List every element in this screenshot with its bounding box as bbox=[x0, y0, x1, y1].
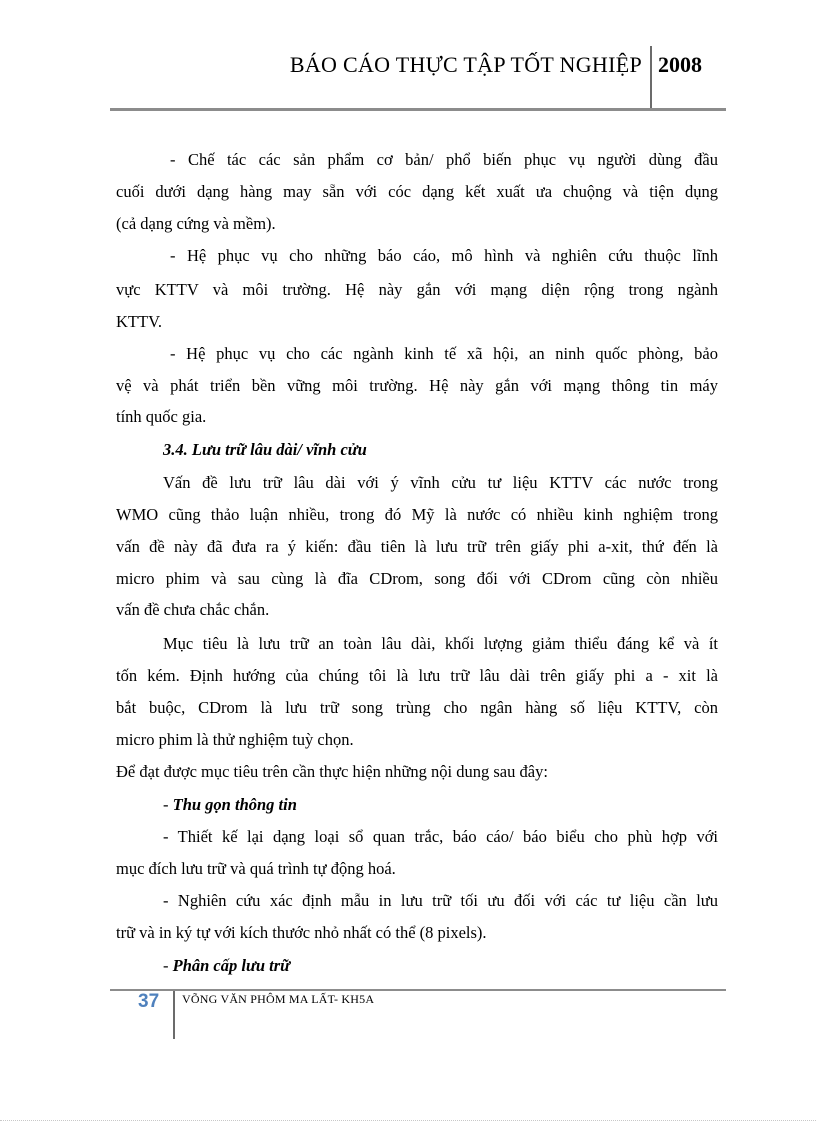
body-line: tốn kém. Định hướng của chúng tôi là lưu trữ lâu dài trên giấy phi a - xit là bbox=[116, 666, 718, 685]
body-line: micro phim và sau cùng là đĩa CDrom, song đối với CDrom cũng còn nhiều bbox=[116, 569, 718, 588]
body-line: WMO cũng thảo luận nhiều, trong đó Mỹ là nước có nhiều kinh nghiệm trong bbox=[116, 505, 718, 524]
subheading bbox=[163, 956, 290, 976]
report-year: 2008 bbox=[658, 52, 702, 77]
page-number: 37 bbox=[138, 991, 160, 1012]
subheading-dash: - bbox=[163, 795, 173, 814]
body-line: - Hệ phục vụ cho các ngành kinh tế xã hội, an ninh quốc phòng, bảo bbox=[170, 344, 718, 363]
report-title: BÁO CÁO THỰC TẬP TỐT NGHIỆP bbox=[289, 52, 642, 77]
section-heading: 3.4. Lưu trữ lâu dài/ vĩnh cửu bbox=[163, 440, 367, 459]
footer-rule bbox=[110, 989, 726, 991]
body-line: trữ và in ký tự với kích thước nhỏ nhất có thể (8 pixels). bbox=[116, 923, 487, 942]
body-line: vấn đề chưa chắc chắn. bbox=[116, 600, 270, 619]
body-line: micro phim là thử nghiệm tuỳ chọn. bbox=[116, 730, 354, 749]
header-rule bbox=[110, 108, 726, 111]
body-line: - Chế tác các sản phẩm cơ bản/ phổ biến phục vụ người dùng đầu bbox=[170, 150, 718, 169]
author-name: VÕNG VĂN PHÔM MA LẤT- KH5A bbox=[182, 992, 375, 1006]
subheading bbox=[163, 795, 297, 815]
body-line: KTTV. bbox=[116, 312, 162, 331]
body-line: - Thiết kế lại dạng loại sổ quan trắc, báo cáo/ báo biểu cho phù hợp với bbox=[163, 827, 718, 846]
body-line: vệ và phát triển bền vững môi trường. Hệ này gắn với mạng thông tin máy bbox=[116, 376, 718, 395]
footer-separator bbox=[173, 991, 175, 1039]
body-line: mục đích lưu trữ và quá trình tự động hoá. bbox=[116, 859, 396, 878]
body-line: vấn đề này đã đưa ra ý kiến: đầu tiên là lưu trữ trên giấy phi a-xit, thứ đến là bbox=[116, 537, 718, 556]
subheading-title: Phân cấp lưu trữ bbox=[172, 956, 291, 975]
body-line: - Nghiên cứu xác định mẫu in lưu trữ tối ưu đối với các tư liệu cần lưu bbox=[163, 891, 718, 910]
body-line: bắt buộc, CDrom là lưu trữ song trùng cho ngân hàng số liệu KTTV, còn bbox=[116, 698, 718, 717]
body-line: Để đạt được mục tiêu trên cần thực hiện những nội dung sau đây: bbox=[116, 762, 548, 781]
body-line: (cả dạng cứng và mềm). bbox=[116, 214, 276, 233]
body-line: Mục tiêu là lưu trữ an toàn lâu dài, khối lượng giảm thiểu đáng kể và ít bbox=[163, 634, 718, 653]
subheading-title: Thu gọn thông tin bbox=[172, 795, 297, 814]
header-separator bbox=[650, 46, 652, 108]
page-bottom-border bbox=[0, 1120, 816, 1121]
body-line: - Hệ phục vụ cho những báo cáo, mô hình và nghiên cứu thuộc lĩnh bbox=[170, 246, 718, 265]
body-line: cuối dưới dạng hàng may sẵn với cóc dạng kết xuất ưa chuộng và tiện dụng bbox=[116, 182, 718, 201]
body-line: vực KTTV và môi trường. Hệ này gắn với mạng diện rộng trong ngành bbox=[116, 280, 718, 299]
body-line: tính quốc gia. bbox=[116, 407, 207, 426]
subheading-dash: - bbox=[163, 956, 173, 975]
body-line: Vấn đề lưu trữ lâu dài với ý vĩnh cửu tư liệu KTTV các nước trong bbox=[163, 473, 718, 492]
